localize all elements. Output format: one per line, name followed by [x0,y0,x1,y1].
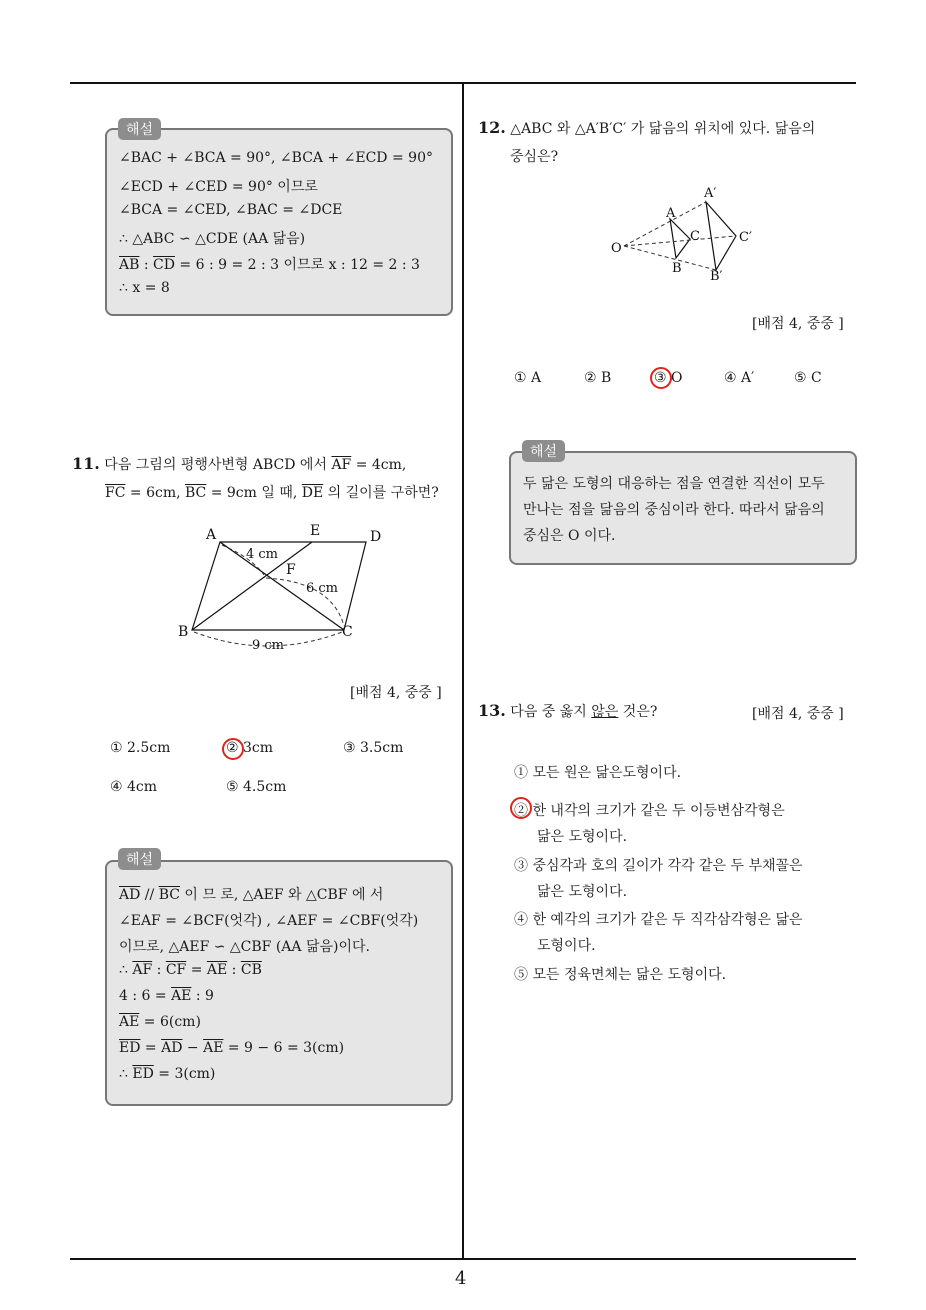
sol11-line-2: ∠EAF = ∠BCF(엇각) , ∠AEF = ∠CBF(엇각) [119,913,419,929]
score-q13: [배점 4, 중중 ] [752,706,844,722]
label-a: A [206,527,217,543]
question-11: 11. 다음 그림의 평행사변형 ABCD 에서 $\overline{AF} = 4cm$, $\overline{FC} = 6cm$, $\overline{BC} = 9cm$ 일 때, $\overline{DE}$ 의 길이를 구하면? [72,454,439,501]
sol11-line-6: $\overline{AE} = 6(cm)$ [119,1014,201,1030]
score-q11: [배점 4, 중중 ] [350,685,442,701]
solution-tag: 해설 [118,118,161,140]
label-fc-length: 6 cm [306,581,339,596]
q13-option-1[interactable]: ① 모든 원은 닮은도형이다. [514,765,682,781]
triangle-abc [670,219,690,258]
parallelogram-figure [172,520,392,660]
question-number: 13. [478,701,506,720]
label-b: B [672,261,682,276]
solution-box-q12 [509,451,857,565]
label-c-prime: C′ [739,230,752,245]
q13-option-3[interactable]: ③ 중심각과 호의 길이가 각각 같은 두 부채꼴은 [514,858,803,874]
selected-answer-mark [650,367,672,389]
sol12-line-2: 만나는 점을 닮음의 중심이라 한다. 따라서 닮음의 [523,502,825,518]
q13-option-2-cont: 닮은 도형이다. [537,829,628,845]
q11-choice-5[interactable]: ⑤ 4.5cm [226,779,287,795]
solution-tag: 해설 [522,440,565,462]
sol10-line-1: ∠BAC + ∠BCA = 90°, ∠BCA + ∠ECD = 90° [119,150,433,166]
column-divider [462,84,464,1259]
q11-choice-3[interactable]: ③ 3.5cm [343,740,404,756]
question-number: 12. [478,118,506,137]
q13-option-4[interactable]: ④ 한 예각의 크기가 같은 두 직각삼각형은 닮은 [514,912,803,928]
segment-cd: $\overline{CD}$ [153,257,175,273]
sol11-line-8: ∴ $\overline{ED} = 3(cm)$ [119,1066,216,1082]
q12-choice-5[interactable]: ⑤ C [794,370,822,386]
sol10-line-6: ∴ x = 8 [119,280,170,296]
segment-ab: $\overline{AB}$ [119,257,140,273]
score-q12: [배점 4, 중중 ] [752,316,844,332]
sol10-line-5: $\overline{AB}$ : $\overline{CD} = 6$ : 9 = 2 : 3 이므로 x : 12 = 2 : 3 [119,257,420,273]
q13-option-2[interactable]: ② 한 내각의 크기가 같은 두 이등변삼각형은 [514,803,785,819]
solution-tag: 해설 [118,848,161,870]
q11-choice-1[interactable]: ① 2.5cm [110,740,171,756]
sol10-line-4: ∴ △ABC ∽ △CDE (AA 닮음) [119,231,306,247]
sol10-line-3: ∠BCA = ∠CED, ∠BAC = ∠DCE [119,202,343,218]
label-af-length: 4 cm [246,547,279,562]
sol11-line-7: $\overline{ED} = \overline{AD} - \overline{AE} = 9 - 6 = 3(cm)$ [119,1040,345,1056]
question-12: 12. △ABC 와 △A′B′C′ 가 닮음의 위치에 있다. 닮음의 중심은? [478,118,816,165]
homothety-figure [608,182,768,282]
label-b-prime: B′ [710,269,723,282]
label-o: O [611,241,622,256]
selected-answer-mark [510,797,532,819]
label-c: C [342,624,353,640]
sol11-line-3: 이므로, △AEF ∽ △CBF (AA 닮음)이다. [119,939,370,955]
q13-option-3-cont: 닮은 도형이다. [537,884,628,900]
q12-choice-4[interactable]: ④ A′ [724,370,755,386]
q12-choice-2[interactable]: ② B [584,370,612,386]
label-bc-length: 9 cm [252,638,285,653]
sol12-line-3: 중심은 O 이다. [523,528,616,544]
label-d: D [370,529,382,545]
label-a: A [666,206,676,221]
label-a-prime: A′ [704,186,717,201]
question-13: 13. 다음 중 옳지 않은 것은? [478,701,658,720]
parallelogram [192,542,366,630]
sol11-line-4: ∴ $\overline{AF}$ : $\overline{CF} = \overline{AE}$ : $\overline{CB}$ [119,962,262,978]
sol11-line-5: 4 : $6 = \overline{AE}$ : 9 [119,988,214,1004]
label-c: C [690,229,700,244]
q11-choice-4[interactable]: ④ 4cm [110,779,158,795]
bottom-rule [70,1258,856,1260]
sol10-line-2: ∠ECD + ∠CED = 90° 이므로 [119,179,318,195]
selected-answer-mark [222,738,244,760]
q12-choice-3[interactable]: ③ O [654,370,683,386]
label-f: F [286,562,296,578]
label-b: B [178,624,189,640]
solution-box-q10 [105,128,453,316]
q11-choice-2[interactable]: ② 3cm [226,740,274,756]
sol11-line-1: $\overline{AD} // \overline{BC}$ 이 므 로, △AEF 와 △CBF 에 서 [119,887,384,903]
question-number: 11. [72,454,100,473]
label-e: E [310,523,321,539]
q13-option-5[interactable]: ⑤ 모든 정육면체는 닮은 도형이다. [514,967,727,983]
q12-choice-1[interactable]: ① A [514,370,542,386]
solution-box-q11 [105,860,453,1106]
q13-option-4-cont: 도형이다. [537,938,596,954]
page-number: 4 [455,1268,467,1289]
sol12-line-1: 두 닮은 도형의 대응하는 점을 연결한 직선이 모두 [523,476,825,492]
